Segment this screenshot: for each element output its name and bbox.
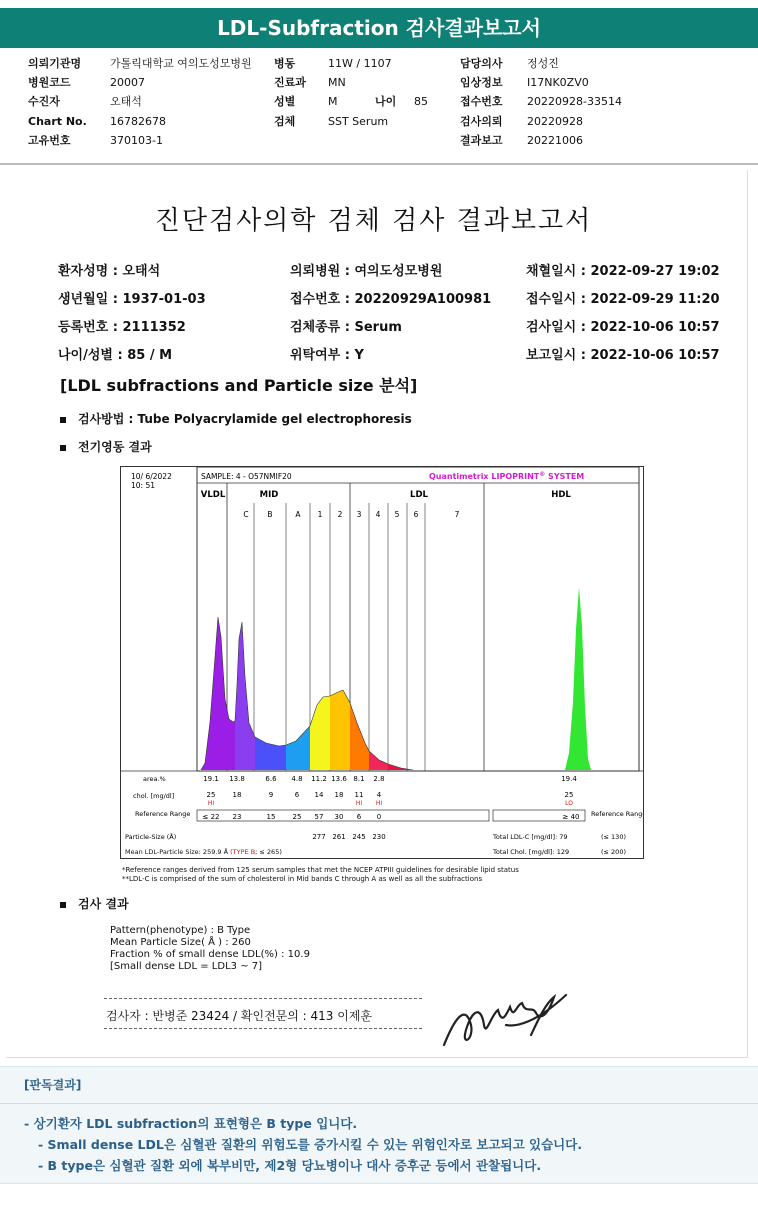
band-label: A bbox=[295, 510, 301, 519]
interpretation-line: - B type은 심혈관 질환 외에 복부비만, 제2형 당뇨병이나 대사 증후군 등에서 관찰됩니다. bbox=[38, 1158, 542, 1173]
ref-value: ≤ 22 bbox=[202, 813, 220, 821]
ref-value: 15 bbox=[266, 813, 276, 821]
group-label: LDL bbox=[410, 490, 428, 500]
area-value: 8.1 bbox=[353, 775, 365, 783]
area-value: 13.6 bbox=[331, 775, 347, 783]
chol-value: 18 bbox=[232, 791, 242, 799]
electrophoresis-item bbox=[60, 438, 152, 455]
info-value-age: 85 bbox=[414, 95, 428, 108]
info-label: 수진자 bbox=[28, 95, 60, 108]
area-value: 6.6 bbox=[265, 775, 277, 783]
chart-sample: SAMPLE: 4 - O57NMIF20 bbox=[201, 472, 292, 481]
ref-value: 57 bbox=[314, 813, 324, 821]
specimen-type: 검체종류 : Serum bbox=[290, 320, 402, 335]
info-label: 검체 bbox=[274, 115, 296, 128]
curve-segment bbox=[235, 622, 255, 770]
info-value: 20220928-33514 bbox=[527, 95, 622, 108]
curve-segment bbox=[286, 726, 310, 770]
chol-value: 6 bbox=[294, 791, 300, 799]
flag-label: HI bbox=[375, 800, 383, 807]
collection-time: 채혈일시 : 2022-09-27 19:02 bbox=[526, 264, 720, 279]
lipoprint-chart bbox=[120, 466, 644, 859]
method-text: 검사방법 : Tube Polyacrylamide gel electrophoresis bbox=[78, 412, 412, 426]
lipoprint-svg bbox=[121, 467, 643, 858]
header-info bbox=[0, 52, 758, 158]
info-value: MN bbox=[328, 76, 346, 89]
note-line: *Reference ranges derived from 125 serum samples that met the NCEP ATPIII guidelines for desirable lipid status bbox=[122, 866, 519, 874]
registration-number: 등록번호 : 2111352 bbox=[58, 320, 186, 335]
chol-value: 18 bbox=[334, 791, 344, 799]
curve-areas bbox=[201, 587, 591, 770]
info-label: 병원코드 bbox=[28, 76, 71, 89]
row-label-chol: chol. [mg/dl] bbox=[133, 792, 175, 800]
birth-date: 생년월일 : 1937-01-03 bbox=[58, 292, 206, 307]
result-line: [Small dense LDL = LDL3 ~ 7] bbox=[110, 961, 263, 972]
info-label: 임상정보 bbox=[460, 76, 503, 89]
chol-value: 25 bbox=[206, 791, 216, 799]
chol-value: 9 bbox=[268, 791, 274, 799]
patient-name: 환자성명 : 오태석 bbox=[58, 264, 161, 279]
info-label: 진료과 bbox=[274, 76, 306, 89]
bullet-icon bbox=[60, 445, 66, 451]
signature-text: 검사자 : 반병준 23424 / 확인전문의 : 413 이제훈 bbox=[106, 1009, 373, 1023]
chart-date: 10/ 6/2022 bbox=[131, 472, 172, 481]
band-label: 1 bbox=[317, 510, 323, 519]
info-label: 접수번호 bbox=[460, 95, 503, 108]
info-value: 370103-1 bbox=[110, 134, 163, 147]
group-label: MID bbox=[259, 490, 279, 500]
referring-hospital: 의뢰병원 : 여의도성모병원 bbox=[290, 264, 443, 279]
signature-bottom-line bbox=[104, 1028, 422, 1029]
ref-value: 25 bbox=[292, 813, 302, 821]
bullet-icon bbox=[60, 417, 66, 423]
particle-size: 261 bbox=[332, 833, 346, 841]
info-label: 결과보고 bbox=[460, 134, 503, 147]
ref-value: ≥ 40 bbox=[562, 813, 580, 821]
info-label: 검사의뢰 bbox=[460, 115, 503, 128]
info-label: 병동 bbox=[274, 57, 296, 70]
curve-segment bbox=[201, 617, 235, 770]
total-ldl: Total LDL-C [mg/dl]: 79 bbox=[493, 833, 568, 841]
info-label: Chart No. bbox=[28, 115, 87, 128]
band-label: 7 bbox=[454, 510, 460, 519]
flag-label: HI bbox=[355, 800, 363, 807]
chol-value: 25 bbox=[564, 791, 574, 799]
band-labels bbox=[201, 490, 572, 519]
consignment: 위탁여부 : Y bbox=[290, 348, 364, 363]
result-heading: 검사 결과 bbox=[78, 897, 129, 911]
band-label: 2 bbox=[337, 510, 343, 519]
group-label: HDL bbox=[551, 490, 571, 500]
flag-label: LO bbox=[565, 800, 573, 807]
info-label-age: 나이 bbox=[375, 95, 397, 108]
interpretation-line: - Small dense LDL은 심혈관 질환의 위험도를 증가시킬 수 있는 위험인자로 보고되고 있습니다. bbox=[38, 1137, 583, 1152]
signature-top-line bbox=[104, 998, 422, 999]
report-banner-title: LDL-Subfraction 검사결과보고서 bbox=[0, 8, 758, 48]
result-line: Fraction % of small dense LDL(%) : 10.9 bbox=[110, 949, 310, 960]
info-value: I17NK0ZV0 bbox=[527, 76, 589, 89]
row-label-ref: Reference Range bbox=[135, 810, 191, 818]
ref-right-label: Reference Range bbox=[591, 810, 643, 818]
age-sex: 나이/성별 : 85 / M bbox=[58, 348, 173, 363]
info-label: 고유번호 bbox=[28, 134, 71, 147]
info-label: 의뢰기관명 bbox=[28, 57, 82, 70]
values-table bbox=[121, 771, 643, 856]
band-label: C bbox=[243, 510, 249, 519]
band-label: 6 bbox=[413, 510, 419, 519]
area-value: 19.1 bbox=[203, 775, 219, 783]
info-value: 정성진 bbox=[527, 57, 559, 70]
result-list bbox=[110, 925, 310, 973]
ref-value: 30 bbox=[334, 813, 344, 821]
report-document bbox=[6, 170, 748, 1058]
flag-label: HI bbox=[207, 800, 215, 807]
bullet-icon bbox=[60, 902, 66, 908]
handwritten-signature bbox=[436, 985, 576, 1055]
info-value: 20007 bbox=[110, 76, 145, 89]
curve-segment bbox=[255, 737, 286, 770]
total-chol: Total Chol. [mg/dl]: 129 bbox=[493, 848, 570, 856]
band-label: B bbox=[267, 510, 273, 519]
chol-value: 14 bbox=[314, 791, 324, 799]
section-title: [LDL subfractions and Particle size 분석] bbox=[60, 376, 418, 395]
area-value: 2.8 bbox=[373, 775, 385, 783]
method-item bbox=[60, 410, 412, 427]
interpretation-heading: [판독결과] bbox=[24, 1078, 82, 1092]
receipt-time: 접수일시 : 2022-09-29 11:20 bbox=[526, 292, 720, 307]
area-value: 13.8 bbox=[229, 775, 245, 783]
band-label: 4 bbox=[375, 510, 381, 519]
ref-value: 6 bbox=[356, 813, 362, 821]
curve-segment bbox=[350, 703, 369, 770]
chart-brand: Quantimetrix LIPOPRINT® SYSTEM bbox=[429, 471, 585, 481]
curve-segment bbox=[310, 696, 330, 770]
info-label: 성별 bbox=[274, 95, 296, 108]
area-value: 19.4 bbox=[561, 775, 577, 783]
info-value: SST Serum bbox=[328, 115, 389, 128]
band-label: 3 bbox=[356, 510, 362, 519]
report-time: 보고일시 : 2022-10-06 10:57 bbox=[526, 348, 720, 363]
receipt-number: 접수번호 : 20220929A100981 bbox=[290, 292, 492, 307]
chart-time: 10: 51 bbox=[131, 481, 155, 490]
row-label-area: area.% bbox=[143, 775, 166, 783]
chart-notes bbox=[122, 866, 519, 884]
particle-size: 245 bbox=[352, 833, 366, 841]
chol-value: 11 bbox=[354, 791, 364, 799]
test-time: 검사일시 : 2022-10-06 10:57 bbox=[526, 320, 720, 335]
interpretation-panel bbox=[0, 1066, 758, 1184]
info-value: 20220928 bbox=[527, 115, 583, 128]
chol-value: 4 bbox=[376, 791, 382, 799]
ref-value: 23 bbox=[232, 813, 242, 821]
curve-segment bbox=[565, 587, 591, 770]
signature-stroke bbox=[444, 995, 566, 1045]
result-item bbox=[60, 895, 129, 912]
result-line: Mean Particle Size( Å ) : 260 bbox=[110, 937, 251, 948]
particle-size: 277 bbox=[312, 833, 326, 841]
header-divider bbox=[0, 163, 758, 165]
row-label-ps: Particle-Size (Å) bbox=[125, 833, 177, 841]
info-value: 20221006 bbox=[527, 134, 583, 147]
info-value: 11W / 1107 bbox=[328, 57, 392, 70]
info-value: 가톨릭대학교 여의도성모병원 bbox=[110, 57, 252, 70]
ref-value: 0 bbox=[376, 813, 382, 821]
info-value: 16782678 bbox=[110, 115, 166, 128]
total-chol-ref: (≤ 200) bbox=[601, 848, 626, 856]
info-value: 오태석 bbox=[110, 95, 142, 108]
area-value: 4.8 bbox=[291, 775, 303, 783]
curve-segment bbox=[330, 690, 350, 770]
info-value: M bbox=[328, 95, 338, 108]
total-ldl-ref: (≤ 130) bbox=[601, 833, 626, 841]
result-line: Pattern(phenotype) : B Type bbox=[110, 925, 251, 936]
electrophoresis-text: 전기영동 결과 bbox=[78, 440, 152, 454]
interpretation-divider bbox=[0, 1103, 758, 1104]
group-label: VLDL bbox=[200, 490, 226, 500]
mean-size-line: Mean LDL-Particle Size: 259.9 Å (TYPE B; ≤ 265) bbox=[125, 848, 282, 856]
note-line: **LDL-C is comprised of the sum of cholesterol in Mid bands C through A as well as all the subfractions bbox=[122, 875, 483, 883]
report-title: 진단검사의학 검체 검사 결과보고서 bbox=[154, 206, 593, 236]
particle-size: 230 bbox=[372, 833, 386, 841]
band-label: 5 bbox=[394, 510, 400, 519]
area-value: 11.2 bbox=[311, 775, 327, 783]
info-label: 담당의사 bbox=[460, 57, 503, 70]
interpretation-line: - 상기환자 LDL subfraction의 표현형은 B type 입니다. bbox=[24, 1116, 358, 1131]
